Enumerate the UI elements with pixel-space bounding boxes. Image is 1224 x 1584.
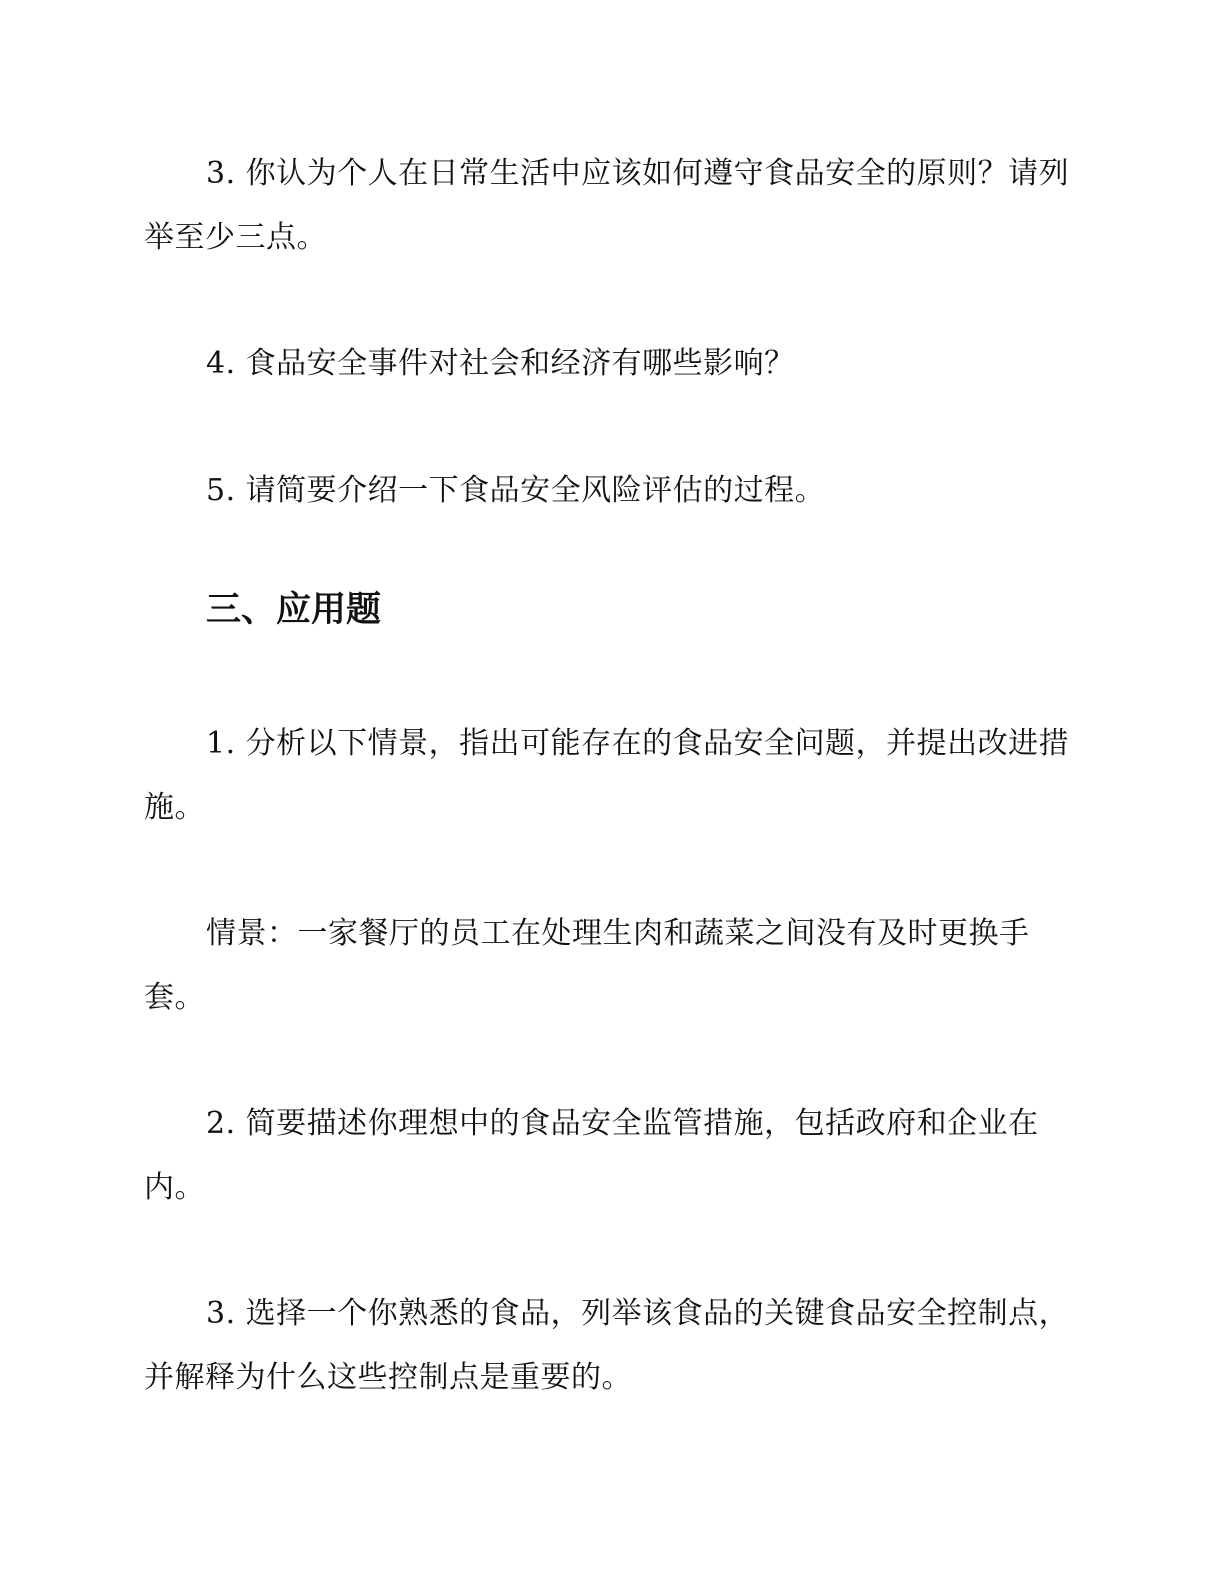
question-item: 3. 你认为个人在日常生活中应该如何遵守食品安全的原则？请列举至少三点。 xyxy=(144,156,1070,255)
section-heading: 三、应用题 xyxy=(206,590,382,630)
application-item: 2. 简要描述你理想中的食品安全监管措施，包括政府和企业在内。 xyxy=(144,1106,1039,1205)
question-item: 5. 请简要介绍一下食品安全风险评估的过程。 xyxy=(206,473,826,508)
scenario-text: 情景：一家餐厅的员工在处理生肉和蔬菜之间没有及时更换手套。 xyxy=(144,916,1030,1015)
question-item: 4. 食品安全事件对社会和经济有哪些影响？ xyxy=(206,346,795,381)
application-item: 3. 选择一个你熟悉的食品，列举该食品的关键食品安全控制点，并解释为什么这些控制点是重要的。 xyxy=(144,1296,1070,1395)
application-item: 1. 分析以下情景，指出可能存在的食品安全问题，并提出改进措施。 xyxy=(144,726,1070,825)
